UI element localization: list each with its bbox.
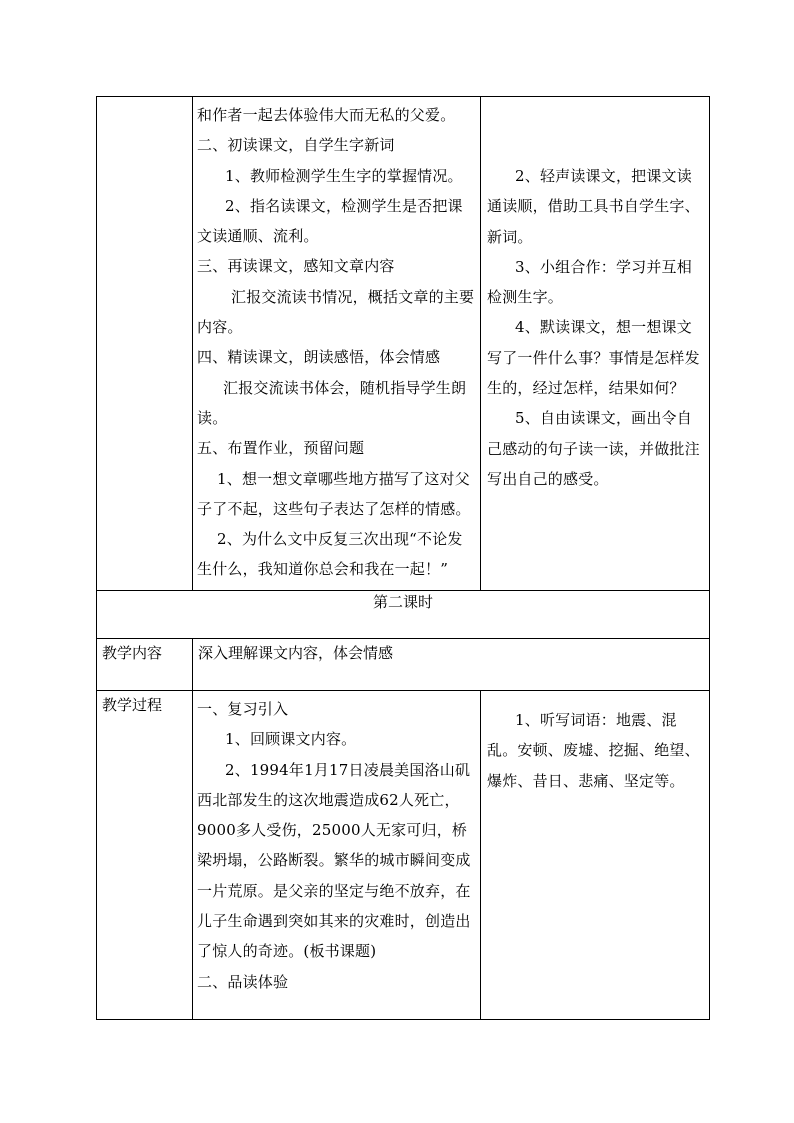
first-section-label-cell <box>97 97 193 591</box>
student-line: 4、默读课文，想一想课文写了一件什么事？事情是怎样发生的，经过怎样，结果如何？ <box>487 318 700 398</box>
process-line: 和作者一起去体验伟大而无私的父爱。 <box>197 106 456 124</box>
student-line: 2、轻声读课文，把课文读通读顺，借助工具书自学生字、新词。 <box>487 167 700 246</box>
first-section-student-cell <box>481 97 710 591</box>
process-heading: 五、布置作业，预留问题 <box>197 439 365 458</box>
lesson-plan-table <box>96 96 710 1020</box>
teaching-process-student-cell <box>481 691 710 1020</box>
student-line: 3、小组合作：学习并互相检测生字。 <box>487 257 692 307</box>
process-line: 2、1994年1月17日凌晨美国洛山矶西北部发生的这次地震造成62人死亡，9000多人受伤，25000人无家可归，桥梁坍塌，公路断裂。繁华的城市瞬间变成一片荒原。是父亲的坚定与绝不放弃，在儿子生命遇到突如其来的灾难时，创造出了惊人的奇迹。(板书课题) <box>197 760 471 961</box>
teaching-content-row <box>97 639 710 691</box>
second-lesson-title-row <box>97 591 710 639</box>
process-heading: 二、品读体验 <box>197 972 289 991</box>
process-line: 1、想一想文章哪些地方描写了这对父子了不起，这些句子表达了怎样的情感。 <box>197 469 471 518</box>
process-line: 2、为什么文中反复三次出现“不论发生什么，我知道你总会和我在一起！” <box>197 530 463 579</box>
student-line: 1、听写词语：地震、混乱。安顿、废墟、挖掘、绝望、爆炸、昔日、悲痛、坚定等。 <box>487 711 700 790</box>
teaching-content-label: 教学内容 <box>102 644 163 662</box>
second-lesson-title-cell <box>97 591 710 639</box>
process-heading: 四、精读课文，朗读感悟，体会情感 <box>197 348 441 367</box>
teaching-process-label-cell <box>97 691 193 1020</box>
teaching-process-cell <box>193 691 481 1020</box>
process-line: 2、指名读课文，检测学生是否把课文读通顺、流利。 <box>197 196 463 246</box>
process-heading: 一、复习引入 <box>197 700 289 718</box>
student-line: 5、自由读课文，画出令自己感动的句子读一读，并做批注写出自己的感受。 <box>487 409 700 488</box>
process-line: 汇报交流读书体会，随机指导学生朗读。 <box>197 378 467 427</box>
first-section-row <box>97 97 710 591</box>
teaching-content-label-cell <box>97 639 193 691</box>
teaching-content-cell <box>193 639 710 691</box>
process-line: 1、教师检测学生生字的掌握情况。 <box>225 166 463 185</box>
teaching-content-text: 深入理解课文内容，体会情感 <box>198 644 394 662</box>
process-heading: 二、初读课文，自学生字新词 <box>197 136 395 155</box>
second-lesson-title: 第二课时 <box>372 593 433 611</box>
process-line: 汇报交流读书情况，概括文章的主要内容。 <box>197 287 475 337</box>
process-line: 1、回顾课文内容。 <box>225 730 357 749</box>
first-section-process-cell <box>193 97 481 591</box>
teaching-process-row <box>97 691 710 1020</box>
process-heading: 三、再读课文，感知文章内容 <box>197 257 395 276</box>
teaching-process-label: 教学过程 <box>102 696 163 714</box>
